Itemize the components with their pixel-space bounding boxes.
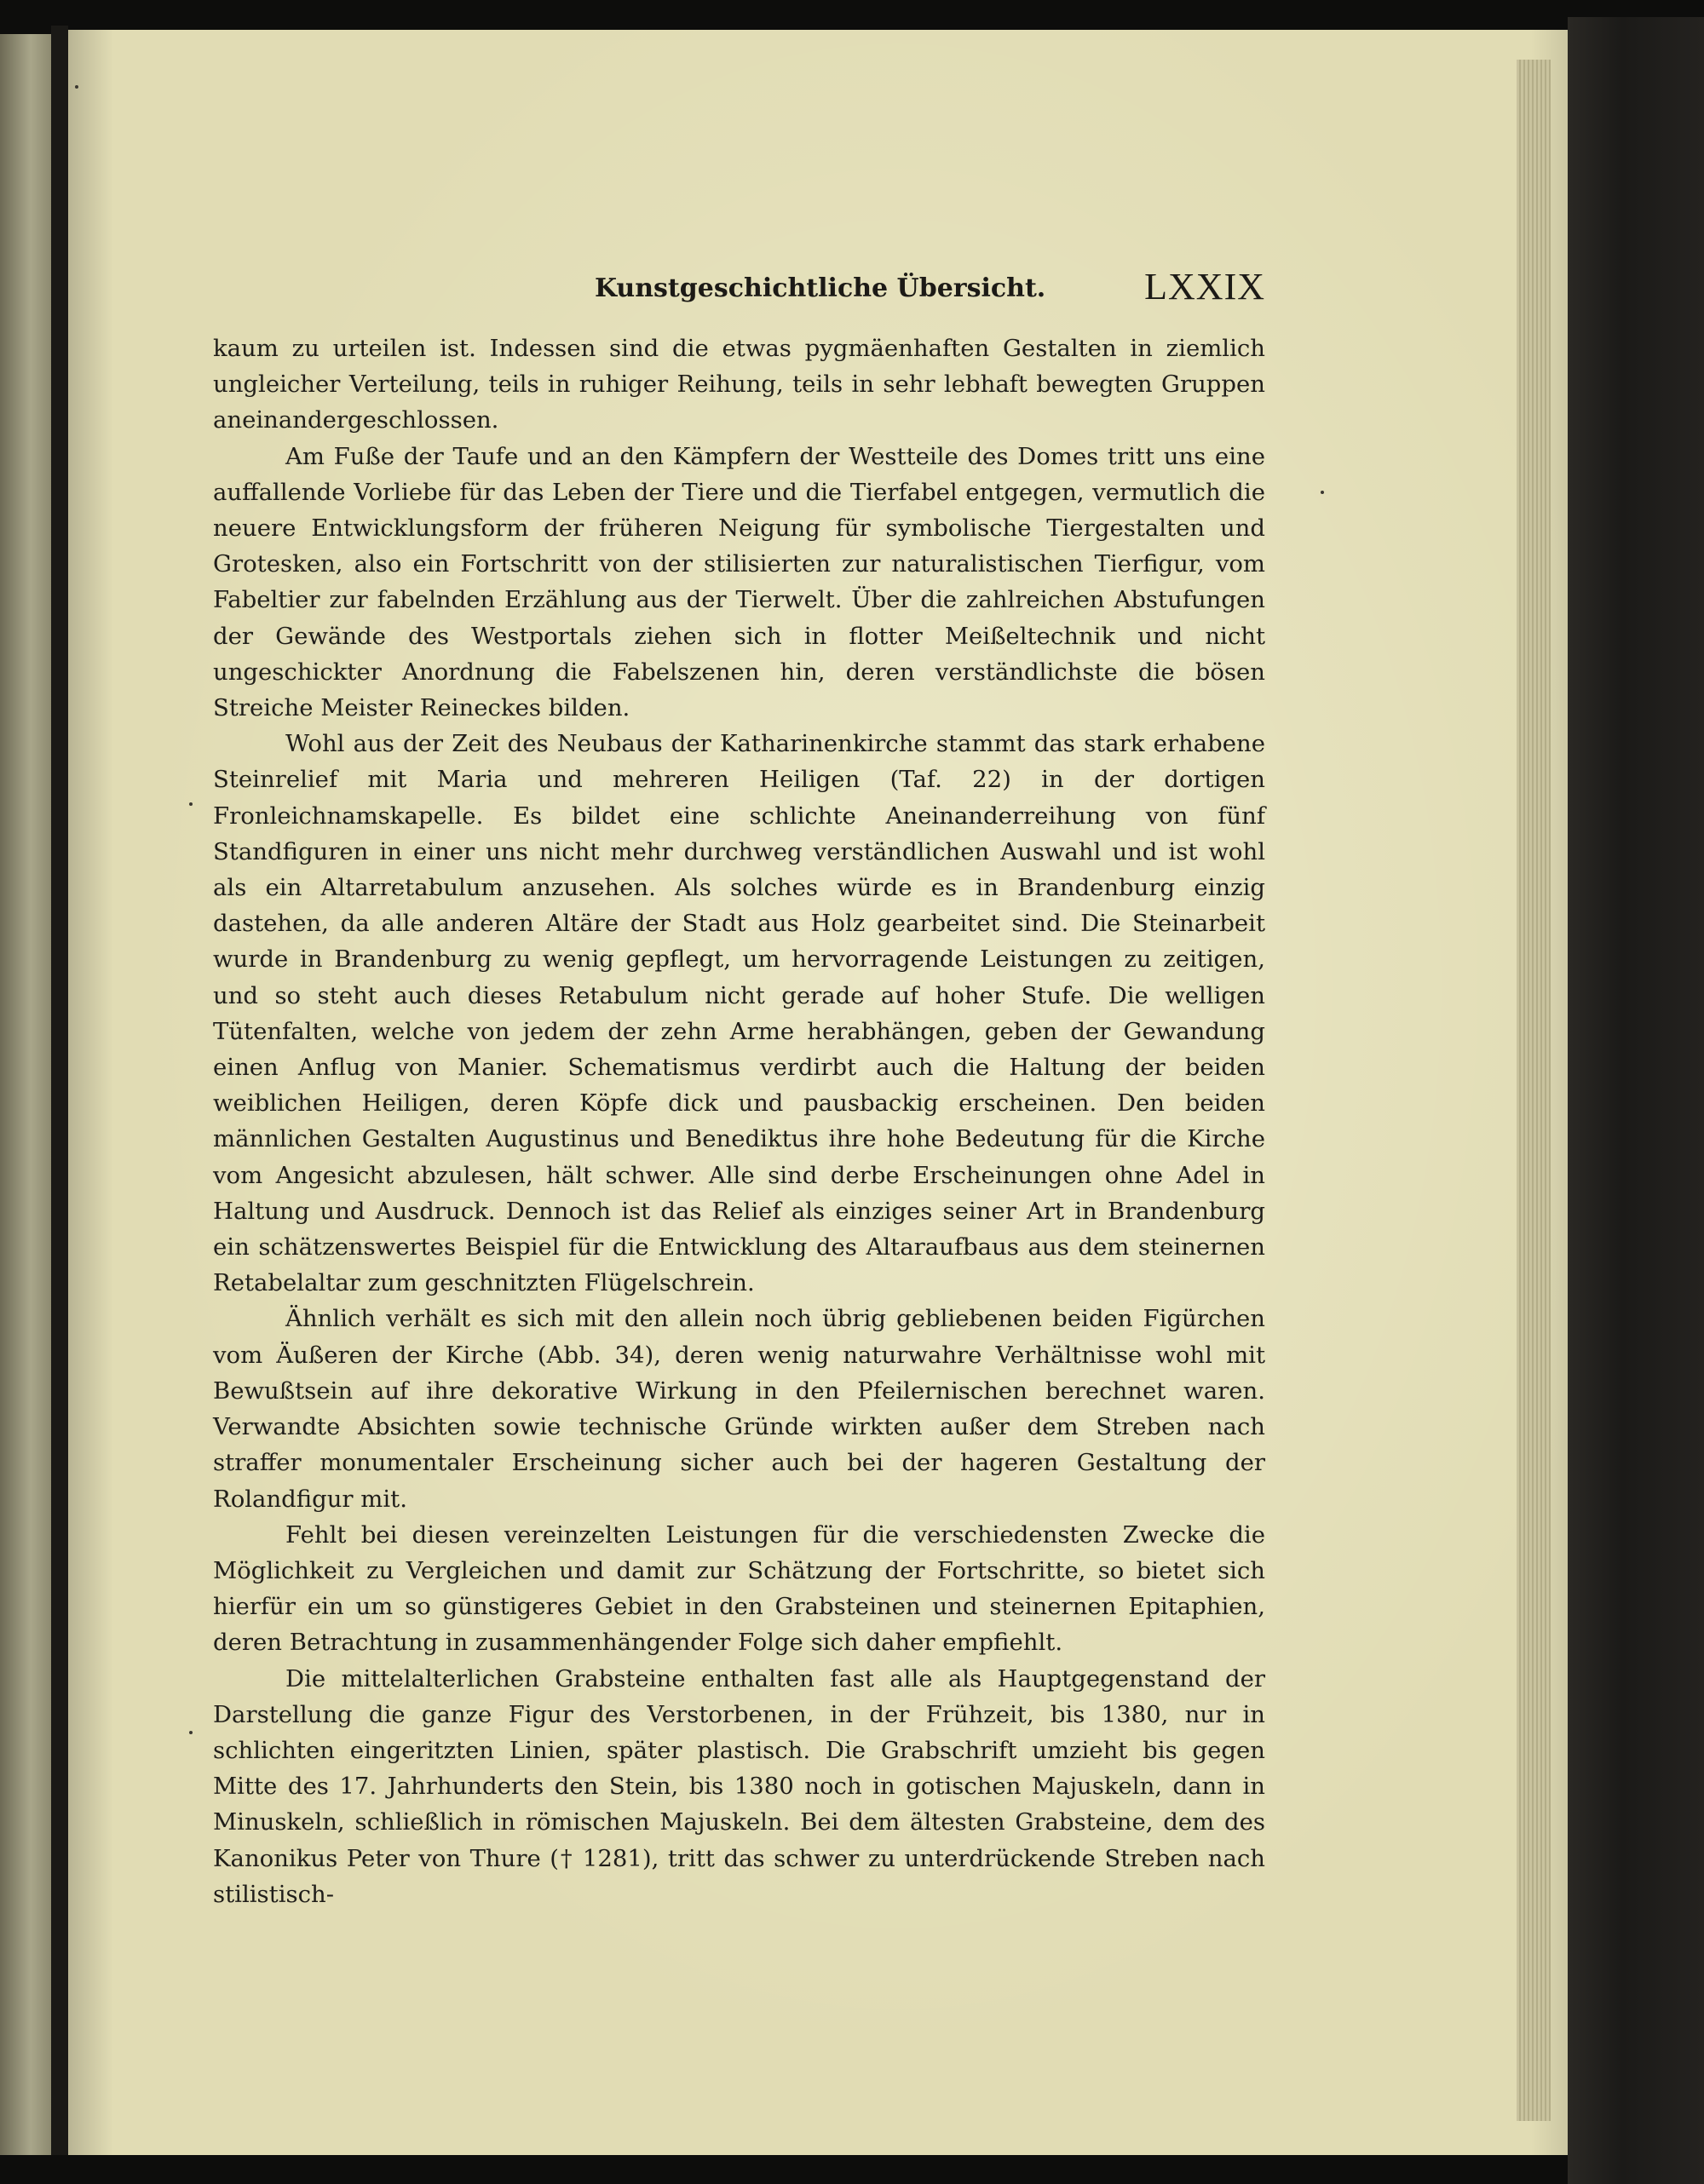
paragraph: Ähnlich verhält es sich mit den allein noch übrig gebliebenen beiden Figürchen vom Äußeren der Kirche (Abb. 34), deren wenig naturwahre Verhältnisse wohl mit Bewußtsein auf ihre dekorative Wirkung in den Pfeilernischen berechnet waren. Verwandte Absichten sowie technische Gründe wirkten außer dem Streben nach straffer monumentaler Erscheinung sicher auch bei der hageren Gestaltung der Rolandfigur mit. [213,1305,1265,1513]
paragraph: Fehlt bei diesen vereinzelten Leistungen für die verschiedensten Zwecke die Möglichkeit zu Vergleichen und damit zur Schätzung der Fortschritte, so bietet sich hierfür ein um so günstigeres Gebiet in den Grabsteinen und steinernen Epitaphien, deren Betrachtung in zusammenhängender Folge sich daher empfiehlt. [213,1520,1265,1657]
speck-mark [189,1731,193,1734]
speck-mark [75,85,78,89]
left-page-edge [0,34,51,2155]
running-title: Kunstgeschichtliche Übersicht. [595,273,1046,303]
paragraph: Die mittelalterlichen Grabsteine enthalten fast alle als Hauptgegenstand der Darstellung die ganze Figur des Verstorbenen, in der Frühzeit, bis 1380, nur in schlichten eingeritzten Linien, später plastisch. Die Grabschrift umzieht bis gegen Mitte des 17. Jahrhunderts den Stein, bis 1380 noch in gotischen Majuskeln, dann in Minuskeln, schließlich in römischen Majuskeln. Bei dem ältesten Grabsteine, dem des Kanonikus Peter von Thure († 1281), tritt das schwer zu unterdrückende Streben nach stilistisch- [213,1664,1265,1908]
book-cover-edge [1568,17,1704,2184]
page-number: LXXIX [1144,266,1265,307]
page-block-edge [1517,60,1551,2121]
gutter [51,26,68,2155]
speck-mark [189,802,193,806]
running-header [213,268,1265,311]
speck-mark [1321,491,1324,494]
paragraph: kaum zu urteilen ist. Indessen sind die etwas pygmäenhaften Gestalten in ziemlich ungleicher Verteilung, teils in ruhiger Reihung, teils in sehr lebhaft bewegten Gruppen aneinandergeschlossen. [213,335,1265,434]
body-text [213,330,1265,1912]
paragraph: Am Fuße der Taufe und an den Kämpfern der Westteile des Domes tritt uns eine auffallende Vorliebe für das Leben der Tiere und die Tierfabel entgegen, vermutlich die neuere Entwicklungsform der früheren Neigung für symbolische Tiergestalten und Grotesken, also ein Fortschritt von der stilisierten zur naturalistischen Tierfigur, vom Fabeltier zur fabelnden Erzählung aus der Tierwelt. Über die zahlreichen Abstufungen der Gewände des Westportals ziehen sich in flotter Meißeltechnik und nicht ungeschickter Anordnung die Fabelszenen hin, deren verständlichste die bösen Streiche Meister Reineckes bilden. [213,442,1265,722]
paragraph: Wohl aus der Zeit des Neubaus der Katharinenkirche stammt das stark erhabene Steinrelief mit Maria und mehreren Heiligen (Taf. 22) in der dortigen Fronleichnamskapelle. Es bildet eine schlichte Aneinanderreihung von fünf Standfiguren in einer uns nicht mehr durchweg verständlichen Auswahl und ist wohl als ein Altarretabulum anzusehen. Als solches würde es in Brandenburg einzig dastehen, da alle anderen Altäre der Stadt aus Holz gearbeitet sind. Die Steinarbeit wurde in Brandenburg zu wenig gepflegt, um hervorragende Leistungen zu zeitigen, und so steht auch dieses Retabulum nicht gerade auf hoher Stufe. Die welligen Tütenfalten, welche von jedem der zehn Arme herabhängen, geben der Gewandung einen Anflug von Manier. Schematismus verdirbt auch die Haltung der beiden weiblichen Heiligen, deren Köpfe dick und pausbackig erscheinen. Den beiden männlichen Gestalten Augustinus und Benediktus ihre hohe Bedeutung für die Kirche vom Angesicht abzulesen, hält schwer. Alle sind derbe Erscheinungen ohne Adel in Haltung und Ausdruck. Dennoch ist das Relief als einziges seiner Art in Brandenburg ein schätzenswertes Beispiel für die Entwicklung des Altaraufbaus aus dem steinernen Retabelaltar zum geschnitzten Flügelschrein. [213,730,1265,1297]
